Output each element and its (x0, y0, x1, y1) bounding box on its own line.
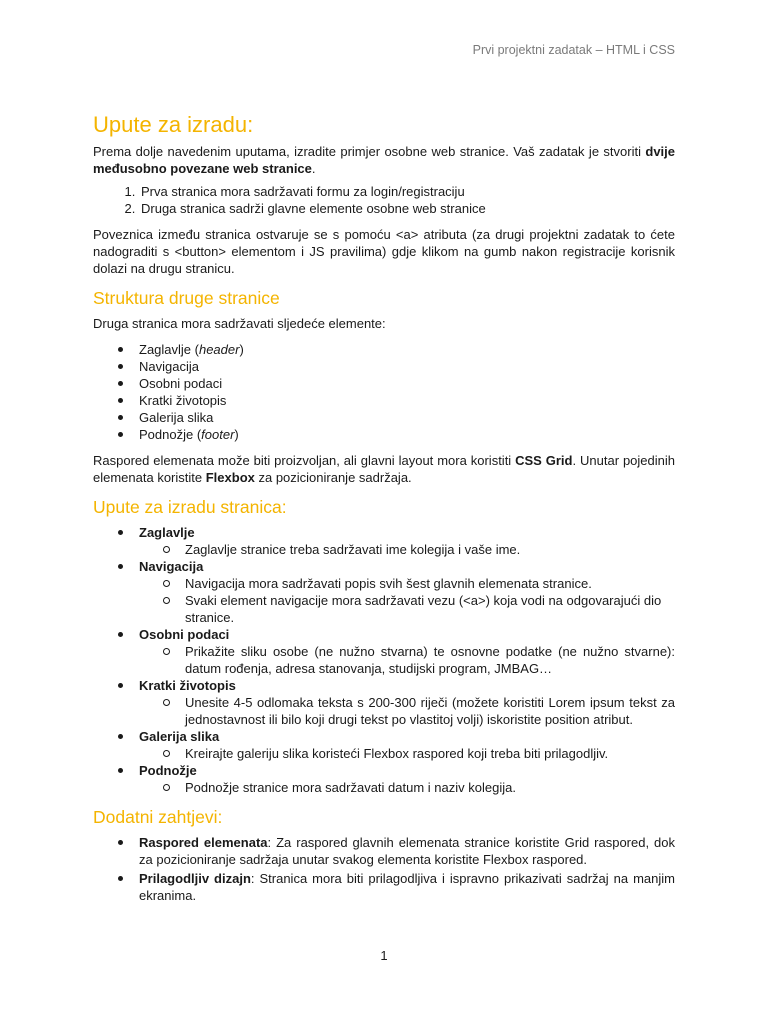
sub-list-item: Kreirajte galeriju slika koristeći Flexbox raspored koji treba biti prilagodljiv. (185, 745, 675, 762)
numbered-list (93, 183, 675, 217)
sub-list-item: Podnožje stranice mora sadržavati datum i naziv kolegija. (185, 779, 675, 796)
list-item: Kratki životopis Unesite 4-5 odlomaka teksta s 200-300 riječi (možete koristiti Lorem ipsum tekst za jednostavnost ili bilo koji drugi tekst po vlastitoj volji) iskoristite position atribut. (139, 678, 675, 727)
requirements-list (93, 834, 675, 904)
sub-list-item: Navigacija mora sadržavati popis svih šest glavnih elemenata stranice. (185, 575, 675, 592)
layout-paragraph: Raspored elemenata može biti proizvoljan, ali glavni layout mora koristiti CSS Grid. Unutar pojedinih elemenata koristite Flexbox za pozicioniranje sadržaja. (93, 453, 675, 485)
page-number: 1 (380, 948, 388, 963)
list-item: Osobni podaci Prikažite sliku osobe (ne nužno stvarna) te osnovne podatke (ne nužno stvarne): datum rođenja, adresa stanovanja, studijski program, JMBAG… (139, 627, 675, 676)
section-heading-struktura: Struktura druge stranice (93, 288, 280, 308)
structure-intro: Druga stranica mora sadržavati sljedeće elemente: (93, 316, 386, 331)
list-item: Podnožje Podnožje stranice mora sadržavati datum i naziv kolegija. (139, 762, 675, 796)
list-item: Raspored elemenata: Za raspored glavnih elemenata stranice koristite Grid raspored, dok za pozicioniranje sadržaja unutar svakog elementa koristite Flexbox raspored. (139, 835, 676, 867)
section-heading-upute: Upute za izradu: (93, 112, 254, 137)
list-item: Kratki životopis (139, 392, 675, 409)
sub-list-item: Zaglavlje stranice treba sadržavati ime kolegija i vaše ime. (185, 541, 675, 558)
list-item: Zaglavlje Zaglavlje stranice treba sadržavati ime kolegija i vaše ime. (139, 524, 675, 558)
list-item: 1. Prva stranica mora sadržavati formu za login/registraciju (139, 183, 675, 200)
section-heading-dodatni: Dodatni zahtjevi: (93, 807, 223, 827)
list-item: Podnožje (footer) (139, 426, 675, 443)
list-item: Galerija slika Kreirajte galeriju slika koristeći Flexbox raspored koji treba biti prilagodljiv. (139, 728, 675, 762)
instructions-list (93, 524, 675, 796)
list-item: Osobni podaci (139, 375, 675, 392)
list-item: Zaglavlje (header) (139, 341, 675, 358)
list-item: Navigacija Navigacija mora sadržavati popis svih šest glavnih elemenata stranice. Svaki element navigacije mora sadržavati vezu (<a>) koja vodi na odgovarajući dio stranice. (139, 558, 675, 626)
page-header-title: Prvi projektni zadatak – HTML i CSS (472, 43, 675, 57)
list-item: Navigacija (139, 358, 675, 375)
list-item: Galerija slika (139, 409, 675, 426)
link-paragraph: Poveznica između stranica ostvaruje se s pomoću <a> atributa (za drugi projektni zadatak to ćete nadograditi s <button> elementom i JS pravilima) gdje klikom na gumb nakon registracije korisnik dolazi na drugu stranicu. (93, 227, 675, 276)
intro-bold-text: dvije međusobno povezane web stranice (93, 144, 675, 176)
section-heading-upute-stranica: Upute za izradu stranica: (93, 497, 287, 517)
sub-list-item: Prikažite sliku osobe (ne nužno stvarna) te osnovne podatke (ne nužno stvarne): datum rođenja, adresa stanovanja, studijski program, JMBAG… (185, 644, 675, 676)
list-item: Prilagodljiv dizajn: Stranica mora biti prilagodljiva i ispravno prikazivati sadržaj na manjim ekranima. (139, 871, 675, 903)
sub-list-item: Unesite 4-5 odlomaka teksta s 200-300 riječi (možete koristiti Lorem ipsum tekst za jednostavnost ili bilo koji drugi tekst po vlastitoj volji) iskoristite position atribut. (185, 695, 675, 727)
sub-list-item: Svaki element navigacije mora sadržavati vezu (<a>) koja vodi na odgovarajući dio stranice. (185, 592, 675, 626)
intro-paragraph: Prema dolje navedenim uputama, izradite primjer osobne web stranice. Vaš zadatak je stvoriti dvije međusobno povezane web stranice. (93, 144, 675, 176)
document-body (93, 111, 675, 913)
list-item: 2. Druga stranica sadrži glavne elemente osobne web stranice (139, 200, 675, 217)
structure-list (93, 341, 675, 443)
